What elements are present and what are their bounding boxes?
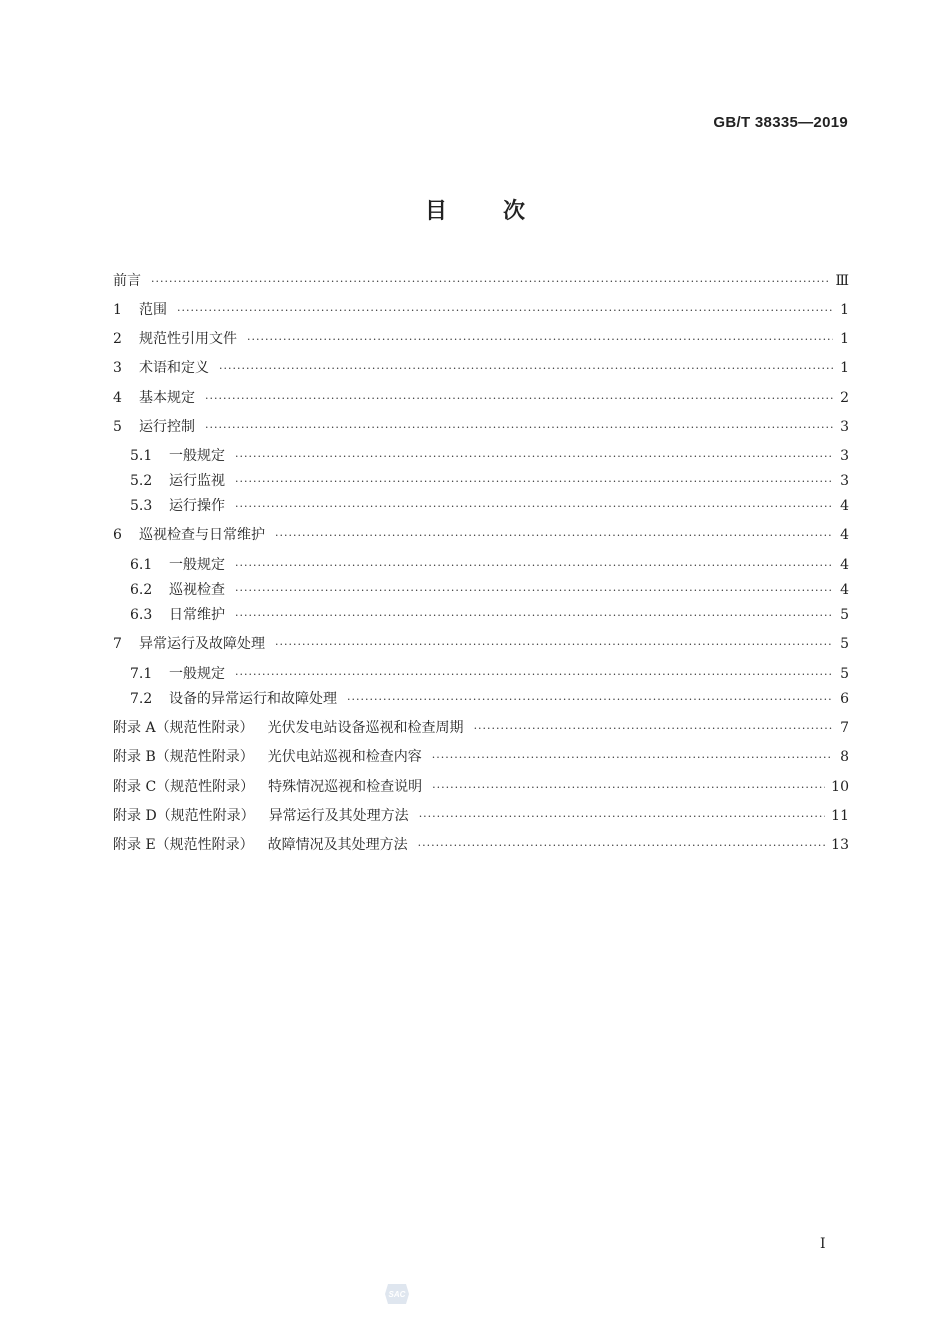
toc-entry-title: 运行操作 xyxy=(169,498,225,514)
toc-entry-page-number: 13 xyxy=(831,837,849,853)
appendix-label: 附录 D xyxy=(113,808,157,824)
toc-entry[interactable] xyxy=(113,717,849,739)
appendix-kind: （规范性附录） xyxy=(155,720,254,736)
dot-leader xyxy=(275,634,833,656)
toc-entry-title: 异常运行及其处理方法 xyxy=(268,808,409,824)
appendix-kind: （规范性附录） xyxy=(156,779,255,795)
toc-entry[interactable] xyxy=(113,328,849,350)
appendix-kind: （规范性附录） xyxy=(155,749,254,765)
toc-entry[interactable] xyxy=(113,270,849,292)
dot-leader xyxy=(432,777,825,799)
toc-entry-title: 术语和定义 xyxy=(139,360,209,376)
toc-entry-page-number: 11 xyxy=(831,808,849,824)
toc-entry[interactable] xyxy=(113,688,849,710)
toc-entry-page-number: 5 xyxy=(840,636,849,652)
toc-entry-number: 5.1 xyxy=(130,448,153,464)
toc-entry-title: 运行监视 xyxy=(169,473,225,489)
toc-entry-page-number: 5 xyxy=(840,607,849,623)
toc-entry[interactable] xyxy=(113,495,849,517)
toc-entry-title: 光伏电站巡视和检查内容 xyxy=(267,749,422,765)
toc-entry-title: 设备的异常运行和故障处理 xyxy=(169,691,337,707)
toc-entry-title: 巡视检查 xyxy=(169,582,225,598)
appendix-kind: （规范性附录） xyxy=(155,837,254,853)
toc-entry-page-number: Ⅲ xyxy=(835,273,849,289)
toc-entry-number: 7 xyxy=(113,636,122,652)
toc-entry-title: 异常运行及故障处理 xyxy=(139,636,265,652)
toc-entry-title: 规范性引用文件 xyxy=(139,331,237,347)
toc-entry-title: 特殊情况巡视和检查说明 xyxy=(268,779,423,795)
toc-entry-title: 基本规定 xyxy=(139,390,195,406)
toc-entry-number: 6.2 xyxy=(130,582,153,598)
toc-entry-page-number: 3 xyxy=(840,473,849,489)
toc-entry-page-number: 7 xyxy=(840,720,849,736)
toc-entry-number: 7.2 xyxy=(130,691,153,707)
toc-entry-page-number: 2 xyxy=(840,390,849,406)
dot-leader xyxy=(432,747,833,769)
appendix-label: 附录 B xyxy=(113,749,156,765)
toc-entry[interactable] xyxy=(113,776,849,798)
toc-entry-number: 3 xyxy=(113,360,122,376)
toc-entry[interactable] xyxy=(113,445,849,467)
toc-entry-number: 2 xyxy=(113,331,122,347)
toc-entry-page-number: 4 xyxy=(840,582,849,598)
toc-entry-title: 光伏发电站设备巡视和检查周期 xyxy=(267,720,464,736)
dot-leader xyxy=(235,580,833,602)
dot-leader xyxy=(474,718,833,740)
toc-entry-title: 巡视检查与日常维护 xyxy=(139,527,265,543)
dot-leader xyxy=(235,496,833,518)
appendix-label: 附录 E xyxy=(113,837,156,853)
toc-entry-number: 5.3 xyxy=(130,498,153,514)
dot-leader xyxy=(151,271,829,293)
dot-leader xyxy=(347,689,833,711)
appendix-label: 附录 A xyxy=(113,720,156,736)
dot-leader xyxy=(235,555,833,577)
page-title: 目次 xyxy=(424,199,581,224)
dot-leader xyxy=(418,835,826,857)
toc-entry-title: 一般规定 xyxy=(169,557,225,573)
toc-entry[interactable] xyxy=(113,663,849,685)
dot-leader xyxy=(235,664,833,686)
toc-entry-page-number: 5 xyxy=(840,666,849,682)
toc-entry-number: 1 xyxy=(113,302,122,318)
page-folio: I xyxy=(820,1236,826,1252)
dot-leader xyxy=(177,300,833,322)
svg-text:SAC: SAC xyxy=(388,1290,406,1299)
toc-entry[interactable] xyxy=(113,416,849,438)
toc-entry[interactable] xyxy=(113,633,849,655)
toc-entry-page-number: 3 xyxy=(840,419,849,435)
toc-entry[interactable] xyxy=(113,554,849,576)
toc-entry[interactable] xyxy=(113,805,849,827)
toc-entry[interactable] xyxy=(113,299,849,321)
toc-entry-number: 6.1 xyxy=(130,557,153,573)
dot-leader xyxy=(205,388,833,410)
toc-entry-page-number: 1 xyxy=(840,302,849,318)
toc-entry-title: 故障情况及其处理方法 xyxy=(267,837,408,853)
toc-entry[interactable] xyxy=(113,387,849,409)
toc-entry-page-number: 6 xyxy=(840,691,849,707)
toc-entry-title: 日常维护 xyxy=(169,607,225,623)
toc-entry[interactable] xyxy=(113,579,849,601)
sac-logo-icon xyxy=(384,1283,410,1305)
dot-leader xyxy=(235,446,833,468)
dot-leader xyxy=(247,329,833,351)
toc-entry[interactable] xyxy=(113,834,849,856)
toc-entry-page-number: 10 xyxy=(831,779,849,795)
toc-entry-title: 一般规定 xyxy=(169,448,225,464)
toc-entry[interactable] xyxy=(113,357,849,379)
dot-leader xyxy=(419,806,825,828)
toc-entry[interactable] xyxy=(113,524,849,546)
dot-leader xyxy=(205,417,833,439)
toc-entry-page-number: 1 xyxy=(840,360,849,376)
dot-leader xyxy=(235,471,833,493)
toc-entry-page-number: 4 xyxy=(840,527,849,543)
standard-code: GB/T 38335—2019 xyxy=(713,114,848,131)
toc-entry-page-number: 4 xyxy=(840,557,849,573)
appendix-kind: （规范性附录） xyxy=(156,808,255,824)
toc-entry[interactable] xyxy=(113,604,849,626)
toc-entry-page-number: 8 xyxy=(840,749,849,765)
dot-leader xyxy=(219,358,833,380)
toc-entry-number: 6.3 xyxy=(130,607,153,623)
toc-entry-number: 6 xyxy=(113,527,122,543)
toc-entry-title: 前言 xyxy=(113,273,141,289)
toc-entry-title: 范围 xyxy=(139,302,167,318)
toc-entry[interactable] xyxy=(113,470,849,492)
toc-entry-title: 一般规定 xyxy=(169,666,225,682)
dot-leader xyxy=(235,605,833,627)
toc-entry-title: 运行控制 xyxy=(139,419,195,435)
appendix-label: 附录 C xyxy=(113,779,157,795)
toc-entry-page-number: 1 xyxy=(840,331,849,347)
dot-leader xyxy=(275,525,833,547)
toc-entry-number: 4 xyxy=(113,390,122,406)
toc-entry-page-number: 3 xyxy=(840,448,849,464)
toc-entry-page-number: 4 xyxy=(840,498,849,514)
toc-entry-number: 7.1 xyxy=(130,666,153,682)
toc-entry-number: 5.2 xyxy=(130,473,153,489)
toc-entry[interactable] xyxy=(113,746,849,768)
toc-entry-number: 5 xyxy=(113,419,122,435)
